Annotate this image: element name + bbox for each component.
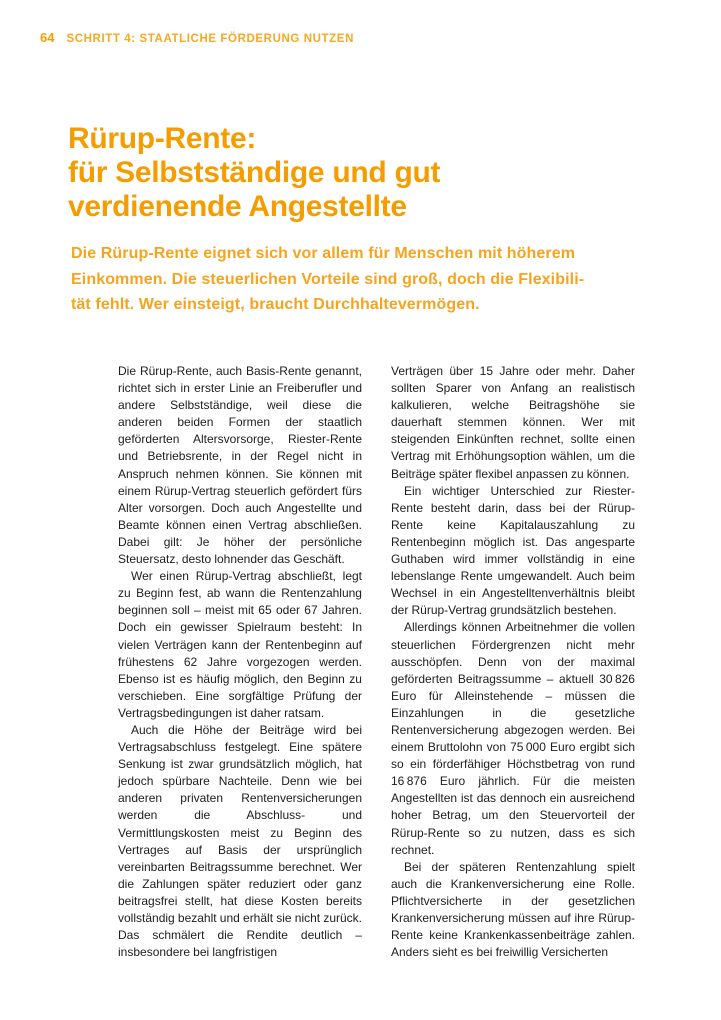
article-intro (71, 241, 584, 318)
article-intro-line: Einkommen. Die steuerlichen Vorteile sind groß, doch die Flexibili- (71, 270, 585, 288)
body-paragraph: Wer einen Rürup-Vertrag abschließt, legt zu Beginn fest, ab wann die Rentenzahlung beginnen soll – meist mit 65 oder 67 Jahren. Doch ein gewisser Spielraum besteht: In vielen Verträgen kann der Rentenbeginn auf frühestens 62 Jahre vorgezogen werden. Ebenso ist es häufig möglich, den Beginn zu verschieben. Eine sorgfältige Prüfung der Vertragsbedingungen ist daher ratsam. (118, 569, 362, 720)
page-number: 64 (40, 30, 55, 45)
article-intro-line: tät fehlt. Wer einsteigt, braucht Durchhaltevermögen. (71, 296, 480, 313)
article-title-line: für Selbstständige und gut (68, 156, 441, 189)
body-columns (118, 363, 635, 961)
body-column-right (391, 363, 635, 961)
chapter-kicker: SCHRITT 4: STAATLICHE FÖRDERUNG NUTZEN (66, 33, 354, 45)
article-title-line: verdienende Angestellte (68, 190, 407, 223)
body-paragraph: Verträgen über 15 Jahre oder mehr. Daher sollten Sparer von Anfang an realistisch kalkulieren, welche Beitragshöhe sie dauerhaft stemmen können. Wer mit steigenden Einkünften rechnet, sollte einen Vertrag mit Erhöhungsoption wählen, um die Beiträge später flexibel anpassen zu können. (391, 364, 635, 481)
article-intro-line: Die Rürup-Rente eignet sich vor allem für Menschen mit höherem (71, 245, 576, 262)
article-title-line: Rürup-Rente: (68, 122, 257, 155)
body-paragraph: Ein wichtiger Unterschied zur Riester-Rente besteht darin, dass bei der Rürup-Rente keine Kapitalauszahlung zu Rentenbeginn möglich ist. Das angesparte Guthaben wird immer vollständig in eine lebenslange Rente umgewandelt. Auch beim Wechsel in ein Angestelltenverhältnis bleibt der Rürup-Vertrag grundsätzlich bestehen. (391, 483, 635, 618)
body-paragraph: Allerdings können Arbeitnehmer die vollen steuerlichen Fördergrenzen nicht mehr ausschöpfen. Denn von der maximal geförderten Beitragssumme – aktuell 30 826 Euro für Alleinstehende – müssen die Einzahlungen in die gesetzliche Rentenversicherung abgezogen werden. Bei einem Bruttolohn von 75 000 Euro ergibt sich so ein förderfähiger Höchstbetrag von rund 16 876 Euro jährlich. Für die meisten Angestellten ist das dennoch ein ausreichend hoher Betrag, um den Steuervorteil der Rürup-Rente so zu nutzen, dass es sich rechnet. (391, 620, 635, 857)
body-paragraph: Bei der späteren Rentenzahlung spielt auch die Krankenversicherung eine Rolle. Pflichtversicherte in der gesetzlichen Krankenversicherung müssen auf ihre Rürup-Rente keine Krankenkassenbeiträge zahlen. Anders sieht es bei freiwillig Versicherten (391, 859, 635, 960)
page-header (40, 30, 354, 45)
article-title (68, 122, 440, 224)
body-paragraph: Die Rürup-Rente, auch Basis-Rente genannt, richtet sich in erster Linie an Freiberufler und andere Selbstständige, weil diese die anderen beiden Formen der staatlich geförderten Altersvorsorge, Riester-Rente und Betriebsrente, in der Regel nicht in Anspruch nehmen können. Sie können mit einem Rürup-Vertrag steuerlich gefördert fürs Alter vorsorgen. Doch auch Angestellte und Beamte können einen Vertrag abschließen. Dabei gilt: Je höher der persönliche Steuersatz, desto lohnender das Geschäft. (118, 364, 362, 567)
body-paragraph: Auch die Höhe der Beiträge wird bei Vertragsabschluss festgelegt. Eine spätere Senkung ist zwar grundsätzlich möglich, hat jedoch spürbare Nachteile. Denn wie bei anderen privaten Rentenversicherungen werden die Abschluss- und Vermittlungskosten meist zu Beginn des Vertrages auf Basis der ursprünglich vereinbarten Beitragssumme berechnet. Wer die Zahlungen später reduziert oder ganz beitragsfrei stellt, hat diese Kosten bereits vollständig bezahlt und erhält sie nicht zurück. Das schmälert die Rendite deutlich – insbesondere bei langfristigen (118, 722, 362, 960)
body-column-left (118, 363, 362, 961)
